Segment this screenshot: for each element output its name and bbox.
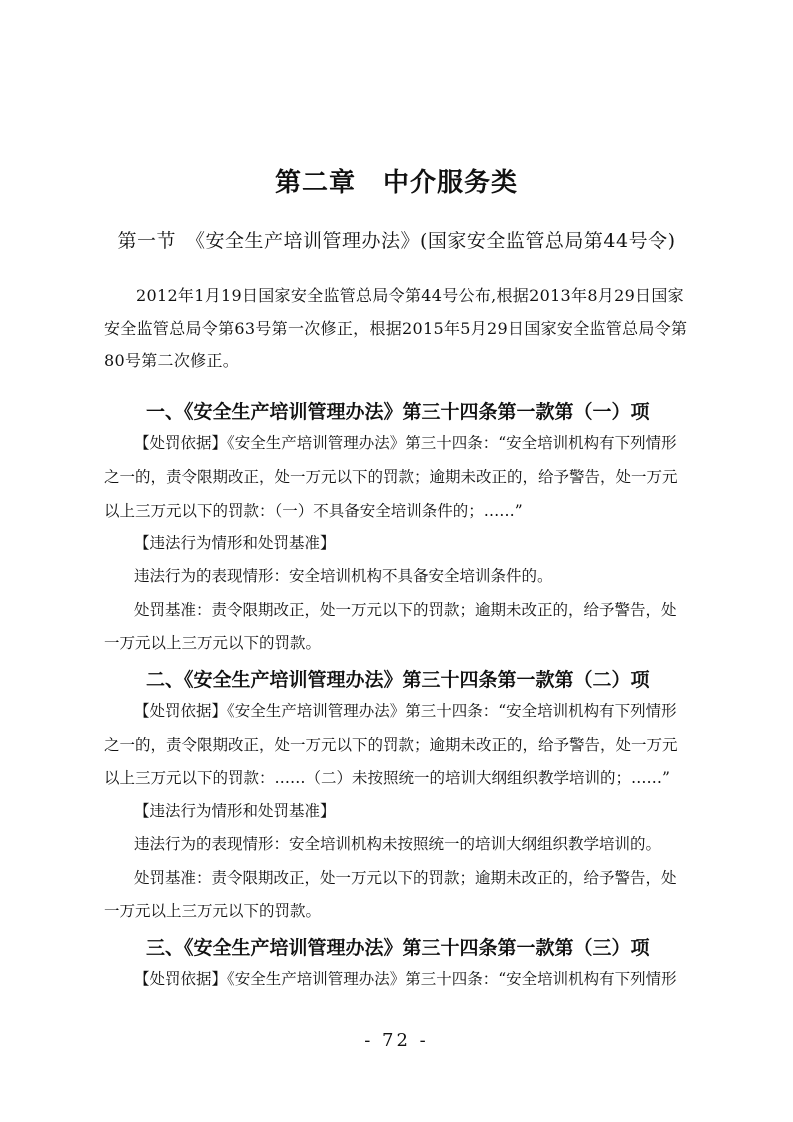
article-1-behavior: 违法行为的表现情形：安全培训机构不具备安全培训条件的。	[134, 567, 553, 585]
article-1-standard-label: 【违法行为情形和处罚基准】	[134, 534, 336, 552]
page-number: - 72 -	[364, 1030, 429, 1051]
article-2-behavior: 违法行为的表现情形：安全培训机构未按照统一的培训大纲组织教学培训的。	[134, 835, 662, 853]
article-1-penalty-line-2: 一万元以上三万元以下的罚款。	[104, 634, 322, 652]
article-2-standard-label: 【违法行为情形和处罚基准】	[134, 802, 336, 820]
article-2-basis-line-1: 【处罚依据】《安全生产培训管理办法》第三十四条：“安全培训机构有下列情形	[134, 702, 677, 720]
article-1-basis-line-1: 【处罚依据】《安全生产培训管理办法》第三十四条：“安全培训机构有下列情形	[134, 434, 677, 452]
article-3-basis-line-1: 【处罚依据】《安全生产培训管理办法》第三十四条：“安全培训机构有下列情形	[134, 970, 677, 988]
article-2-penalty-line-1: 处罚基准：责令限期改正，处一万元以下的罚款；逾期未改正的，给予警告，处	[134, 869, 677, 887]
article-1-basis-line-2: 之一的，责令限期改正，处一万元以下的罚款；逾期未改正的，给予警告，处一万元	[104, 468, 678, 486]
article-1-title: 一、《安全生产培训管理办法》第三十四条第一款第（一）项	[146, 401, 650, 423]
article-2-penalty-line-2: 一万元以上三万元以下的罚款。	[104, 902, 322, 920]
intro-line-3: 80号第二次修正。	[104, 351, 240, 370]
article-3-title: 三、《安全生产培训管理办法》第三十四条第一款第（三）项	[146, 937, 650, 959]
intro-line-2: 安全监管总局令第63号第一次修正，根据2015年5月29日国家安全监管总局令第	[104, 319, 688, 338]
article-2-title: 二、《安全生产培训管理办法》第三十四条第一款第（二）项	[146, 669, 650, 691]
section-title: 第一节 《安全生产培训管理办法》(国家安全监管总局第44号令)	[117, 230, 676, 252]
article-1-basis-line-3: 以上三万元以下的罚款：（一）不具备安全培训条件的；……”	[104, 502, 523, 520]
intro-line-1: 2012年1月19日国家安全监管总局令第44号公布,根据2013年8月29日国家	[136, 286, 684, 305]
chapter-title: 第二章 中介服务类	[274, 168, 518, 198]
article-2-basis-line-3: 以上三万元以下的罚款：……（二）未按照统一的培训大纲组织教学培训的；……”	[104, 769, 670, 787]
article-2-basis-line-2: 之一的，责令限期改正，处一万元以下的罚款；逾期未改正的，给予警告，处一万元	[104, 736, 678, 754]
article-1-penalty-line-1: 处罚基准：责令限期改正，处一万元以下的罚款；逾期未改正的，给予警告，处	[134, 601, 677, 619]
